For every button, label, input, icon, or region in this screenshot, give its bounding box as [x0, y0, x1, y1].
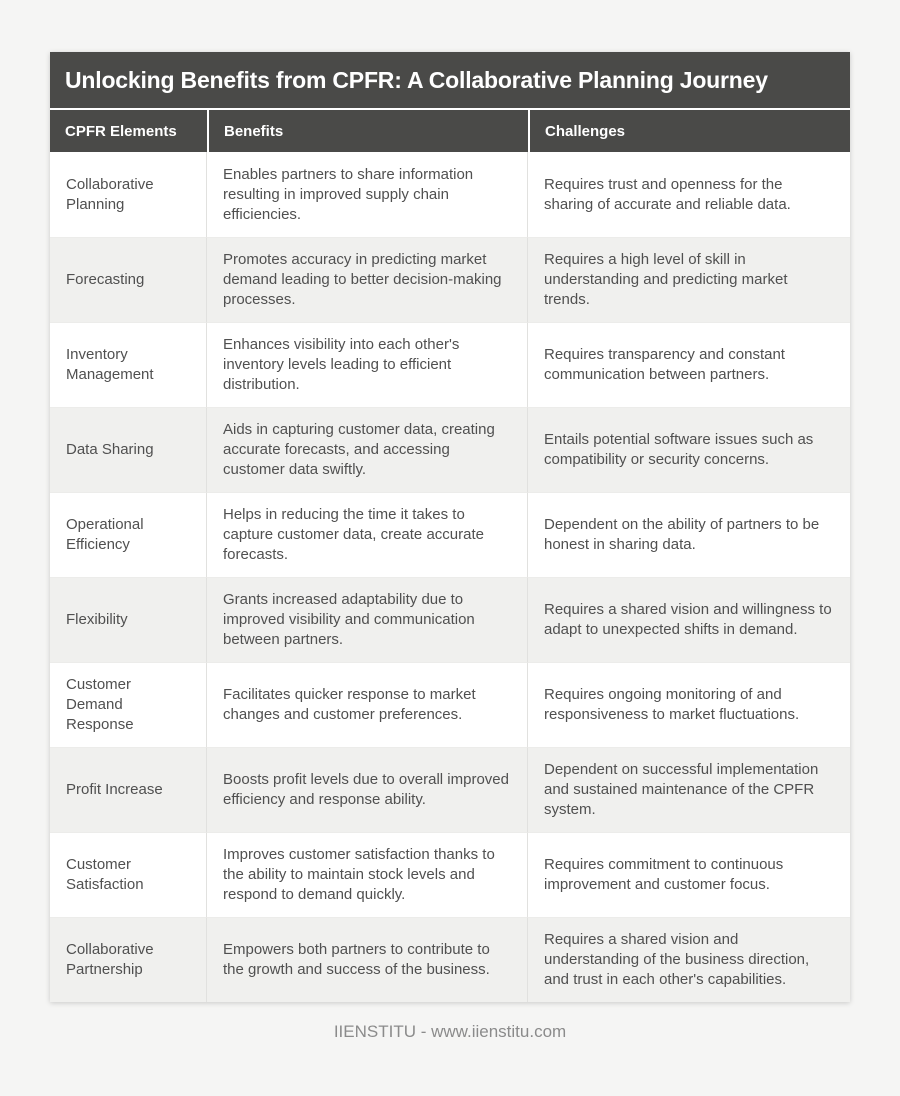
table-row	[50, 237, 850, 322]
table-row	[50, 492, 850, 577]
element-cell: Customer Satisfaction	[50, 832, 207, 917]
benefit-cell: Helps in reducing the time it takes to capture customer data, create accurate forecasts.	[207, 492, 528, 577]
title-bar	[50, 52, 850, 108]
challenge-cell: Requires a high level of skill in understanding and predicting market trends.	[528, 237, 850, 322]
table-row	[50, 407, 850, 492]
table-row	[50, 152, 850, 237]
challenge-cell: Requires trust and openness for the sharing of accurate and reliable data.	[544, 175, 791, 213]
footer-attribution: IIENSTITU - www.iienstitu.com	[333, 1022, 567, 1041]
challenge-cell: Requires a shared vision and understanding of the business direction, and trust in each other's capabilities.	[528, 917, 850, 1002]
table-row	[50, 662, 850, 747]
challenge-cell: Dependent on the ability of partners to be honest in sharing data.	[528, 492, 850, 577]
benefit-cell: Aids in capturing customer data, creating accurate forecasts, and accessing customer data swiftly.	[207, 407, 528, 492]
benefit-cell: Facilitates quicker response to market changes and customer preferences.	[207, 662, 528, 747]
challenge-cell: Entails potential software issues such as compatibility or security concerns.	[528, 407, 850, 492]
benefit-cell: Enhances visibility into each other's inventory levels leading to efficient distribution.	[207, 322, 528, 407]
element-cell: Profit Increase	[50, 747, 207, 832]
element-cell: Inventory Management	[50, 322, 207, 407]
table-row	[50, 917, 850, 1002]
page-title: Unlocking Benefits from CPFR: A Collaborative Planning Journey	[65, 66, 768, 93]
element-cell: Forecasting	[50, 237, 207, 322]
element-cell: Collaborative Partnership	[50, 917, 207, 1002]
challenge-cell: Dependent on successful implementation and sustained maintenance of the CPFR system.	[528, 747, 850, 832]
table-row	[50, 577, 850, 662]
table-body	[50, 152, 850, 1002]
element-cell: Collaborative Planning	[50, 152, 207, 237]
challenge-cell: Requires transparency and constant communication between partners.	[528, 322, 850, 407]
cpfr-table-card	[50, 52, 850, 1002]
benefit-cell: Improves customer satisfaction thanks to the ability to maintain stock levels and respond to demand quickly.	[207, 832, 528, 917]
element-cell: Data Sharing	[50, 407, 207, 492]
benefit-cell: Enables partners to share information resulting in improved supply chain efficiencies.	[207, 152, 528, 237]
benefit-cell: Grants increased adaptability due to improved visibility and communication between partners.	[207, 577, 528, 662]
column-header-challenges: Challenges	[530, 110, 850, 152]
element-cell: Customer Demand Response	[50, 662, 207, 747]
table-row	[50, 832, 850, 917]
table-header-row	[50, 110, 850, 152]
element-cell: Operational Efficiency	[50, 492, 207, 577]
table-row	[50, 322, 850, 407]
table-row	[50, 747, 850, 832]
challenge-cell: Requires a shared vision and willingness to adapt to unexpected shifts in demand.	[528, 577, 850, 662]
benefit-cell: Promotes accuracy in predicting market demand leading to better decision-making processes.	[207, 237, 528, 322]
column-header-benefits: Benefits	[209, 110, 528, 152]
element-cell: Flexibility	[50, 577, 207, 662]
challenge-cell: Requires ongoing monitoring of and responsiveness to market fluctuations.	[528, 662, 850, 747]
benefit-cell: Empowers both partners to contribute to the growth and success of the business.	[207, 917, 528, 1002]
column-header-cpfr-elements: CPFR Elements	[50, 110, 207, 152]
benefit-cell: Boosts profit levels due to overall improved efficiency and response ability.	[207, 747, 528, 832]
challenge-cell: Requires commitment to continuous improvement and customer focus.	[528, 832, 850, 917]
